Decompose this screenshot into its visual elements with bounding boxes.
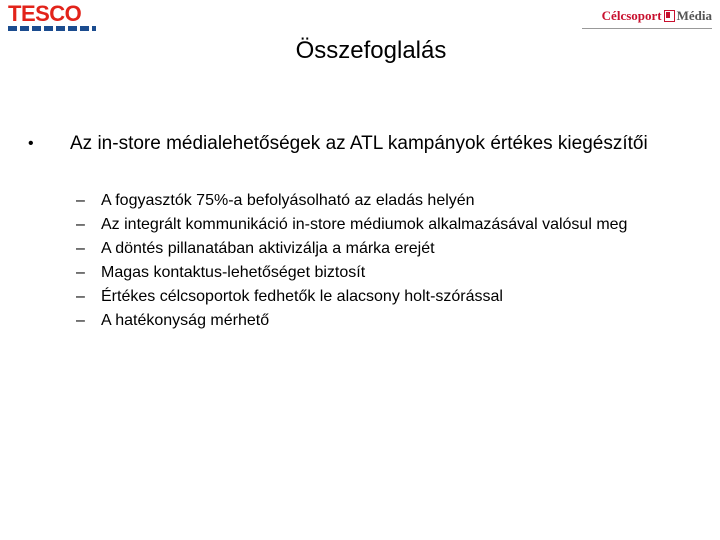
main-bullet xyxy=(28,132,668,156)
sub-bullet-item xyxy=(76,309,686,333)
media-logo-text: Média xyxy=(676,8,712,23)
dash-marker: – xyxy=(76,288,85,305)
sub-bullet-item xyxy=(76,285,686,309)
celcsoport-logo-text: Célcsoport xyxy=(601,8,662,23)
tesco-logo-stripes xyxy=(8,26,96,31)
dash-marker: – xyxy=(76,216,85,233)
dash-marker: – xyxy=(76,192,85,209)
dash-marker: – xyxy=(76,240,85,257)
dash-marker: – xyxy=(76,264,85,281)
celcsoport-media-logo xyxy=(602,7,712,25)
sub-bullet-text: A döntés pillanatában aktivizálja a márka erejét xyxy=(101,240,435,257)
sub-bullet-text: Értékes célcsoportok fedhetők le alacsony holt-szórással xyxy=(101,288,503,305)
sub-bullet-text: Magas kontaktus-lehetőséget biztosít xyxy=(101,264,366,281)
sub-bullet-item xyxy=(76,237,686,261)
sub-bullet-item xyxy=(76,189,686,213)
sub-bullet-text: A fogyasztók 75%-a befolyásolható az eladás helyén xyxy=(101,192,475,209)
bullet-marker: • xyxy=(28,135,34,152)
sub-bullet-text: Az integrált kommunikáció in-store médiumok alkalmazásával valósul meg xyxy=(101,216,628,233)
celcsoport-logo-icon xyxy=(664,10,675,22)
main-bullet-text: Az in-store médialehetőségek az ATL kampányok értékes kiegészítői xyxy=(70,133,648,154)
tesco-logo-text: TESCO xyxy=(8,1,82,26)
sub-bullet-item xyxy=(76,213,686,237)
sub-bullet-item xyxy=(76,261,686,285)
slide-title: Összefoglalás xyxy=(295,37,447,64)
dash-marker: – xyxy=(76,312,85,329)
sub-bullet-list xyxy=(76,189,686,333)
sub-bullet-text: A hatékonyság mérhető xyxy=(101,312,270,329)
tesco-logo xyxy=(8,3,98,33)
logo-underline xyxy=(582,28,712,29)
